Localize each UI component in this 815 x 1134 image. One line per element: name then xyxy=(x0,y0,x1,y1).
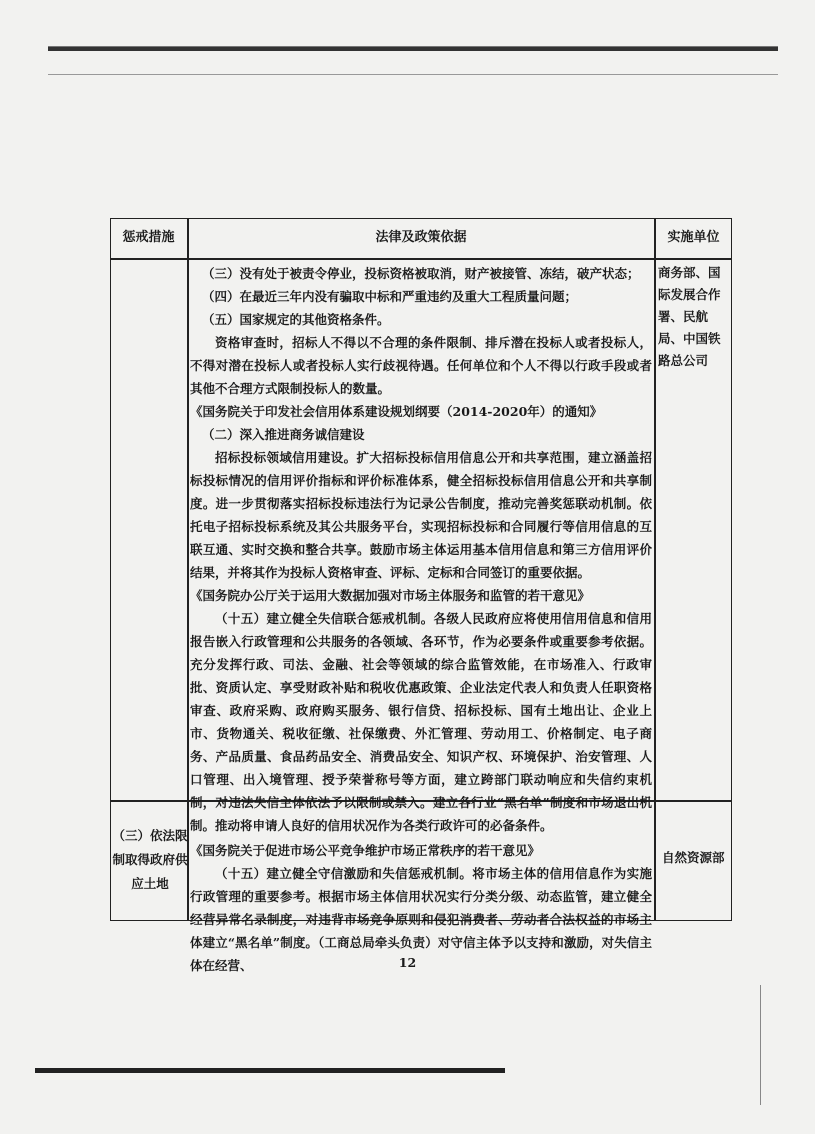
header-legal-basis: 法律及政策依据 xyxy=(375,230,467,245)
paragraph: （十五）建立健全守信激励和失信惩戒机制。将市场主体的信用信息作为实施行政管理的重要参考。根据市场主体信用状况实行分类分级、动态监管，建立健全经营异常名录制度，对违背市场竞争原则和侵犯消费者、劳动者合法权益的市场主体建立“黑名单”制度。（工商总局牵头负责）对守信主体予以支持和激励，对失信主体在经营、 xyxy=(190,866,652,973)
section-heading: （二）深入推进商务诚信建设 xyxy=(202,427,365,442)
header-divider xyxy=(110,258,732,260)
scan-artifact-top-thin xyxy=(48,74,778,75)
paragraph: （三）没有处于被责令停业，投标资格被取消，财产被接管、冻结，破产状态； xyxy=(202,266,640,281)
paragraph: （十五）建立健全失信联合惩戒机制。各级人民政府应将使用信用信息和信用报告嵌入行政管理和公共服务的各领域、各环节，作为必要条件或重要参考依据。充分发挥行政、司法、金融、社会等领域的综合监管效能，在市场准入、行政审批、资质认定、享受财政补贴和税收优惠政策、企业法定代表人和负责人任职资格审查、政府采购、政府购买服务、银行信贷、招标投标、国有土地出让、企业上市、货物通关、税收征缴、社保缴费、外汇管理、劳动用工、价格制定、电子商务、产品质量、食品药品安全、消费品安全、知识产权、环境保护、治安管理、人口管理、出入境管理、授予荣誉称号等方面，建立跨部门联动响应和失信约束机制，对违法失信主体依法予以限制或禁入。建立各行业“黑名单”制度和市场退出机制。推动将申请人良好的信用状况作为各类行政许可的必备条件。 xyxy=(190,611,652,833)
policy-title: 《国务院关于印发社会信用体系建设规划纲要（2014-2020年）的通知》 xyxy=(190,404,603,419)
page-number: 12 xyxy=(398,955,417,970)
column-divider xyxy=(187,218,189,921)
policy-title: 《国务院关于促进市场公平竞争维护市场正常秩序的若干意见》 xyxy=(190,843,541,858)
scan-artifact-edge xyxy=(760,985,761,1105)
legal-basis-text xyxy=(190,262,652,977)
paragraph: （四）在最近三年内没有骗取中标和严重违约及重大工程质量问题； xyxy=(202,289,578,304)
header-measure: 惩戒措施 xyxy=(122,230,175,245)
implementing-unit: 商务部、国际发展合作署、民航局、中国铁路总公司 xyxy=(658,265,721,368)
paragraph: 招标投标领域信用建设。扩大招标投标信用信息公开和共享范围，建立涵盖招标投标情况的信用评价指标和评价标准体系，健全招标投标信用信息公开和共享制度。进一步贯彻落实招标投标违法行为记录公告制度，推动完善奖惩联动机制。依托电子招标投标系统及其公共服务平台，实现招标投标和合同履行等信用信息的互联互通、实时交换和整合共享。鼓励市场主体运用基本信用信息和第三方信用评价结果，并将其作为投标人资格审查、评标、定标和合同签订的重要依据。 xyxy=(190,450,652,580)
scan-artifact-bottom xyxy=(35,1068,505,1073)
header-unit: 实施单位 xyxy=(667,230,720,245)
measure-cell: （三）依法限制取得政府供应土地 xyxy=(112,828,188,891)
column-divider xyxy=(654,218,656,921)
paragraph: 资格审查时，招标人不得以不合理的条件限制、排斥潜在投标人或者投标人，不得对潜在投标人或者投标人实行歧视待遇。任何单位和个人不得以行政手段或者其他不合理方式限制投标人的数量。 xyxy=(190,335,652,396)
paragraph: （五）国家规定的其他资格条件。 xyxy=(202,312,390,327)
implementing-unit: 自然资源部 xyxy=(662,850,725,865)
policy-title: 《国务院办公厅关于运用大数据加强对市场主体服务和监管的若干意见》 xyxy=(190,588,591,603)
scan-artifact-top xyxy=(48,46,778,51)
